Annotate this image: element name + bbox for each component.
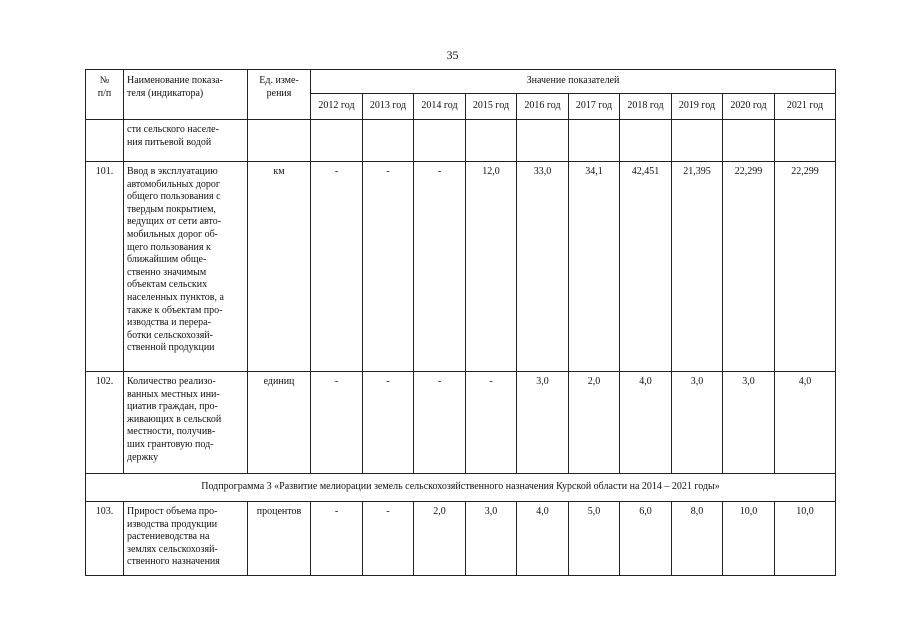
header-name-line-1: Наименование показа- xyxy=(127,75,224,86)
row-number: 102. xyxy=(86,372,124,474)
indicator-value: 42,451 xyxy=(620,162,672,372)
indicator-value xyxy=(414,120,466,162)
subprogram-title: Подпрограмма 3 «Развитие мелиорации земель сельскохозяйственного назначения Курской области на 2014 – 2021 годы» xyxy=(86,474,836,502)
header-num xyxy=(86,70,124,120)
row-number xyxy=(86,120,124,162)
indicator-value xyxy=(311,120,363,162)
indicator-value: 4,0 xyxy=(775,372,836,474)
indicator-value: 2,0 xyxy=(414,502,466,576)
indicator-value: - xyxy=(466,372,517,474)
header-year: 2014 год xyxy=(414,94,466,120)
unit-of-measure: единиц xyxy=(248,372,311,474)
indicator-value: - xyxy=(363,162,414,372)
indicator-name-line: сти сельского населе- xyxy=(127,124,219,135)
indicator-name-line: Количество реализо- xyxy=(127,376,216,387)
indicator-name xyxy=(124,162,248,372)
indicator-value: 21,395 xyxy=(672,162,723,372)
indicator-value xyxy=(672,120,723,162)
indicator-value: 3,0 xyxy=(723,372,775,474)
indicator-name-line: ственной продукции xyxy=(127,342,215,354)
indicator-name-line: щего пользования к xyxy=(127,241,211,253)
indicator-name-line: ственного назначения xyxy=(127,556,220,568)
page-number: 35 xyxy=(446,48,459,62)
header-unit-line-1: Ед. изме- xyxy=(259,75,299,86)
indicator-name-line: местности, получив- xyxy=(127,426,216,438)
indicator-name-line: ших грантовую под- xyxy=(127,438,214,450)
indicator-name-line: ботки сельскохозяй- xyxy=(127,329,213,341)
indicator-value: - xyxy=(311,502,363,576)
header-year: 2017 год xyxy=(569,94,620,120)
indicator-value: 22,299 xyxy=(723,162,775,372)
unit-of-measure xyxy=(248,120,311,162)
indicator-name xyxy=(124,120,248,162)
header-unit-line-2: рения xyxy=(266,87,292,99)
indicator-value: - xyxy=(363,372,414,474)
header-num-line-1: № xyxy=(99,75,110,86)
header-name xyxy=(124,70,248,120)
header-year: 2018 год xyxy=(620,94,672,120)
indicator-value: 4,0 xyxy=(517,502,569,576)
indicator-name-line: Прирост объема про- xyxy=(127,506,218,517)
indicator-value xyxy=(620,120,672,162)
indicator-value: 10,0 xyxy=(775,502,836,576)
indicator-name-line: Ввод в эксплуатацию xyxy=(127,166,218,177)
header-year: 2016 год xyxy=(517,94,569,120)
header-year: 2020 год xyxy=(723,94,775,120)
indicator-value: 3,0 xyxy=(672,372,723,474)
indicator-value: - xyxy=(363,502,414,576)
indicator-name-line: ведущих от сети авто- xyxy=(127,216,222,228)
indicator-value: - xyxy=(311,162,363,372)
table-row xyxy=(86,372,836,474)
subprogram-row xyxy=(86,474,836,502)
indicator-value: 3,0 xyxy=(466,502,517,576)
unit-of-measure: км xyxy=(248,162,311,372)
header-name-line-2: теля (индикатора) xyxy=(127,87,204,99)
indicator-value: 3,0 xyxy=(517,372,569,474)
indicator-value: 34,1 xyxy=(569,162,620,372)
header-year: 2012 год xyxy=(311,94,363,120)
indicator-name-line: растениеводства на xyxy=(127,531,210,543)
header-num-line-2: п/п xyxy=(97,87,112,99)
header-year: 2015 год xyxy=(466,94,517,120)
header-year: 2013 год xyxy=(363,94,414,120)
indicator-value: 22,299 xyxy=(775,162,836,372)
indicators-table xyxy=(85,69,836,576)
indicator-name-line: автомобильных дорог xyxy=(127,178,221,190)
header-year: 2019 год xyxy=(672,94,723,120)
header-year: 2021 год xyxy=(775,94,836,120)
indicator-value xyxy=(466,120,517,162)
indicator-value: 6,0 xyxy=(620,502,672,576)
indicator-value xyxy=(775,120,836,162)
row-number: 103. xyxy=(86,502,124,576)
indicator-value: 4,0 xyxy=(620,372,672,474)
indicator-name-line: живающих в сельской xyxy=(127,413,222,425)
table-row xyxy=(86,120,836,162)
unit-of-measure: процентов xyxy=(248,502,311,576)
table-row xyxy=(86,162,836,372)
indicator-name xyxy=(124,372,248,474)
indicator-value: - xyxy=(414,372,466,474)
indicator-name-line: держку xyxy=(127,451,159,463)
indicator-name-line: также к объектам про- xyxy=(127,304,223,316)
indicator-name-line: ственно значимым xyxy=(127,266,207,278)
row-number: 101. xyxy=(86,162,124,372)
indicator-value: 12,0 xyxy=(466,162,517,372)
indicator-value: 10,0 xyxy=(723,502,775,576)
indicator-value xyxy=(517,120,569,162)
indicator-name-line: ния питьевой водой xyxy=(127,136,212,148)
header-row-top xyxy=(86,70,836,94)
indicator-value: - xyxy=(311,372,363,474)
indicator-name-line: объектам сельских xyxy=(127,279,208,291)
table-body xyxy=(86,120,836,576)
header-values-group: Значение показателей xyxy=(311,70,836,94)
indicator-name-line: ванных местных ини- xyxy=(127,388,220,400)
indicator-name-line: циатив граждан, про- xyxy=(127,401,218,413)
table-row xyxy=(86,502,836,576)
indicator-name-line: мобильных дорог об- xyxy=(127,228,218,240)
indicator-name-line: населенных пунктов, а xyxy=(127,291,224,303)
indicator-name-line: твердым покрытием, xyxy=(127,203,216,215)
indicator-name xyxy=(124,502,248,576)
indicator-value: - xyxy=(414,162,466,372)
indicator-value xyxy=(569,120,620,162)
indicator-name-line: общего пользования с xyxy=(127,191,221,203)
indicator-value: 33,0 xyxy=(517,162,569,372)
header-unit xyxy=(248,70,311,120)
indicator-value: 8,0 xyxy=(672,502,723,576)
indicator-name-line: изводства продукции xyxy=(127,518,218,530)
indicator-name-line: ближайшим обще- xyxy=(127,254,207,266)
indicator-name-line: изводства и перера- xyxy=(127,317,211,329)
indicator-value xyxy=(363,120,414,162)
indicator-value xyxy=(723,120,775,162)
indicator-value: 5,0 xyxy=(569,502,620,576)
indicator-name-line: землях сельскохозяй- xyxy=(127,543,218,555)
indicator-value: 2,0 xyxy=(569,372,620,474)
